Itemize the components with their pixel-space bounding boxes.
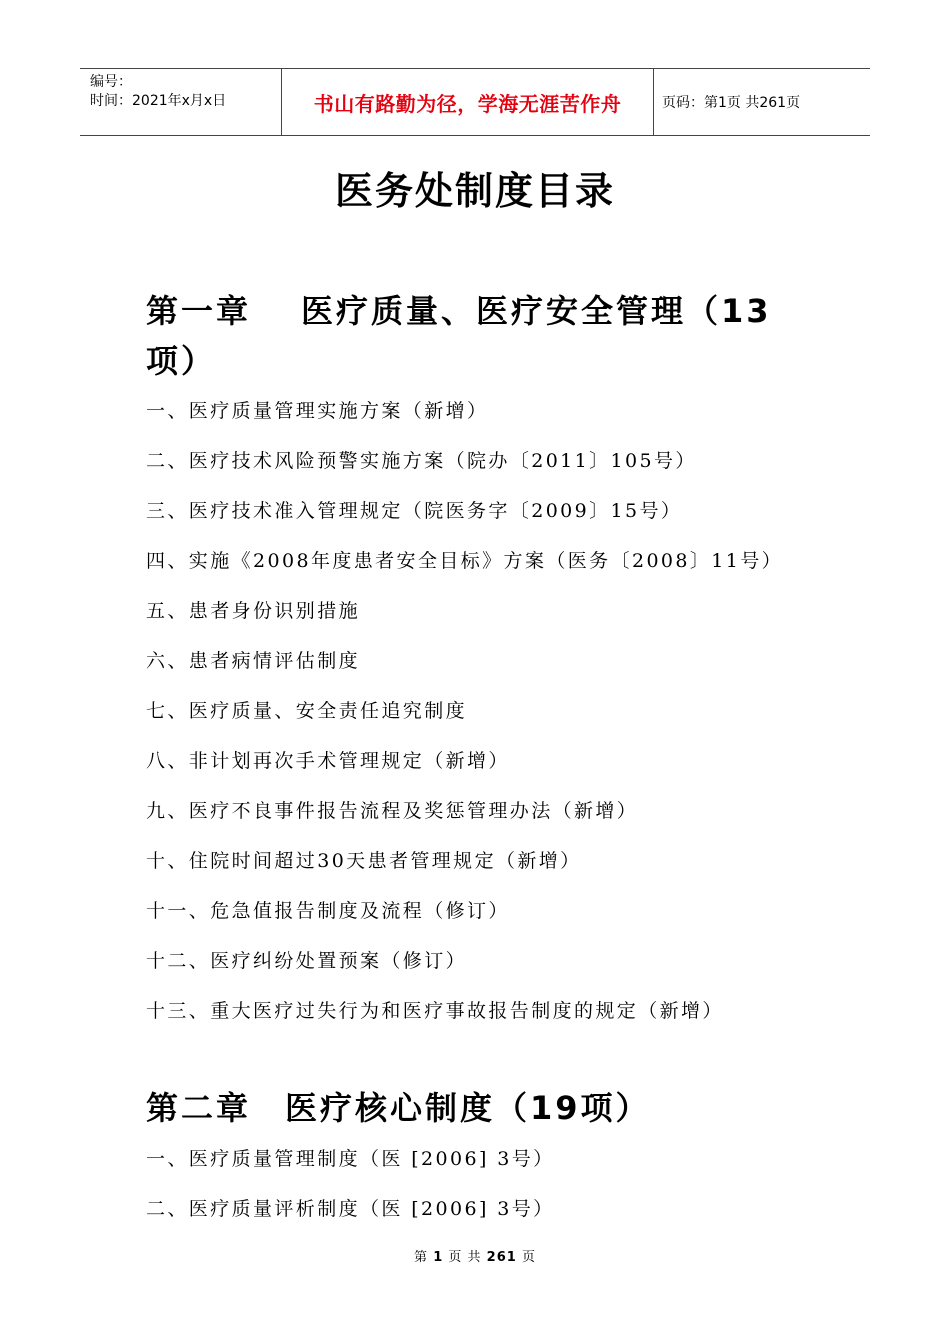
footer-page-number: 1 (433, 1250, 444, 1265)
chapter-1-item: 十、住院时间超过30天患者管理规定（新增） (146, 850, 582, 872)
chapter-2-heading (146, 1083, 651, 1133)
chapter-1-item: 八、非计划再次手术管理规定（新增） (146, 750, 510, 772)
chapter-1-heading (146, 286, 772, 386)
footer-suffix: 页 (521, 1250, 536, 1265)
chapter-2-item: 二、医疗质量评析制度（医 [2006] 3号） (146, 1198, 555, 1220)
chapter-2-item: 一、医疗质量管理制度（医 [2006] 3号） (146, 1148, 555, 1170)
footer-middle: 页 共 (448, 1250, 482, 1265)
header-number-label: 编号： (90, 74, 132, 90)
chapter-1-title-line2: 项） (146, 342, 217, 380)
header-page-info: 页码：第1页 共261页 (662, 95, 801, 111)
chapter-1-item: 七、医疗质量、安全责任追究制度 (146, 700, 468, 722)
document-title: 医务处制度目录 (334, 169, 615, 213)
chapter-1-item: 十三、重大医疗过失行为和医疗事故报告制度的规定（新增） (146, 1000, 724, 1022)
chapter-2-title: 医疗核心制度（19项） (285, 1089, 651, 1127)
chapter-1-item: 十一、危急值报告制度及流程（修订） (146, 900, 510, 922)
header-time-label: 时间：2021年x月x日 (90, 93, 227, 109)
header-meta (80, 69, 282, 135)
chapter-1-item: 十二、医疗纠纷处置预案（修订） (146, 950, 468, 972)
chapter-1-item: 五、患者身份识别措施 (146, 600, 361, 622)
chapter-2-number: 第二章 (146, 1089, 252, 1127)
chapter-1-item: 九、医疗不良事件报告流程及奖惩管理办法（新增） (146, 800, 639, 822)
header-motto: 书山有路勤为径，学海无涯苦作舟 (282, 69, 654, 135)
chapter-1-number: 第一章 (146, 292, 252, 330)
chapter-1-item: 四、实施《2008年度患者安全目标》方案（医务〔2008〕11号） (146, 550, 784, 572)
chapter-1-item: 三、医疗技术准入管理规定（院医务字〔2009〕15号） (146, 500, 683, 522)
page-footer (0, 1246, 950, 1265)
chapter-1-item: 六、患者病情评估制度 (146, 650, 361, 672)
chapter-1-title-line1: 医疗质量、医疗安全管理（13 (301, 292, 772, 330)
chapter-1-item: 二、医疗技术风险预警实施方案（院办〔2011〕105号） (146, 450, 697, 472)
footer-total-pages: 261 (486, 1250, 517, 1265)
chapter-1-item: 一、医疗质量管理实施方案（新增） (146, 400, 489, 422)
page-header (80, 68, 870, 136)
footer-prefix: 第 (414, 1250, 429, 1265)
